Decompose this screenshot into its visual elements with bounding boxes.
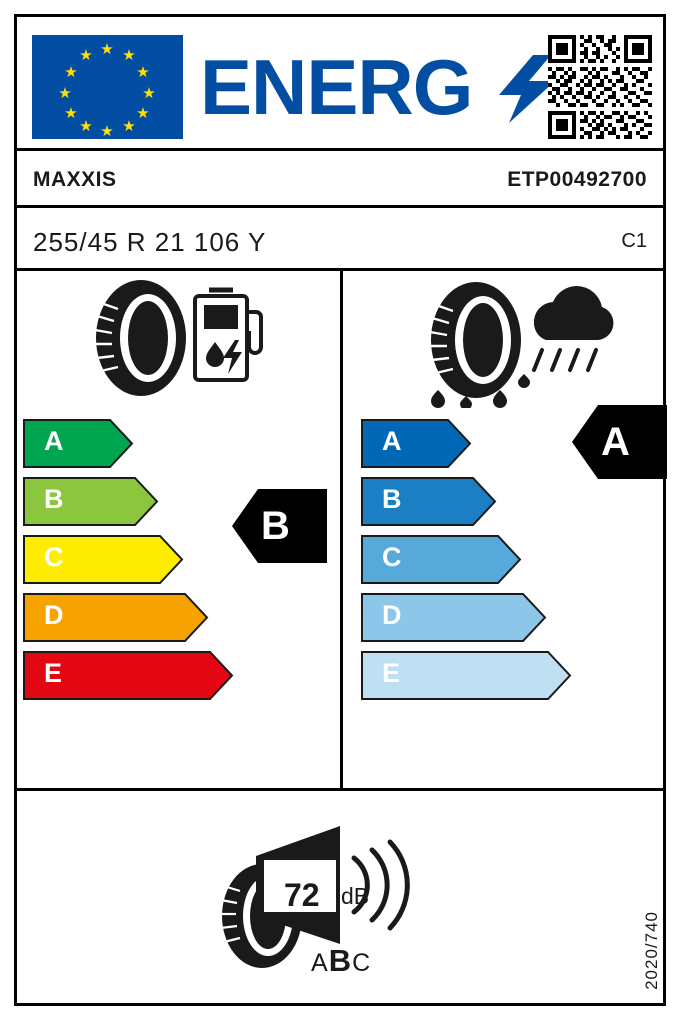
fuel-grade-letter: A — [44, 426, 64, 456]
tyre-class: C1 — [621, 230, 647, 252]
wet-grip-grade-b — [360, 476, 660, 523]
wet-grip-grade-c — [360, 534, 660, 581]
wet-grip-grade-d — [360, 592, 660, 639]
fuel-efficiency-selected-arrow — [232, 489, 327, 563]
divider-header — [17, 148, 663, 151]
tyre-size: 255/45 R 21 106 Y — [33, 227, 267, 257]
noise-class-scale — [311, 943, 371, 979]
wet-grip-grade-letter: C — [382, 542, 402, 572]
product-code: ETP00492700 — [507, 168, 647, 191]
label-header — [17, 17, 663, 148]
wet-grip-grade-letter: E — [382, 658, 401, 688]
fuel-grade-e — [22, 650, 322, 697]
fuel-pictogram — [85, 278, 265, 398]
noise-pictogram — [210, 820, 470, 990]
wet-grip-grade-e — [360, 650, 660, 697]
noise-class-c: C — [352, 949, 372, 977]
fuel-grade-a — [22, 418, 322, 465]
tire-icon — [430, 282, 521, 398]
noise-class-a: A — [311, 949, 329, 977]
divider-vertical — [340, 270, 343, 788]
fuel-arrow-letter: B — [261, 503, 290, 548]
noise-value: 72 — [284, 877, 320, 913]
noise-unit: dB — [341, 883, 370, 909]
wet-grip-grade-letter: B — [382, 484, 402, 514]
tire-icon — [95, 280, 186, 396]
wet-grip-grade-letter: A — [382, 426, 402, 456]
noise-class-b: B — [328, 943, 353, 978]
fuel-grade-letter: B — [44, 484, 64, 514]
wet-grip-grade-letter: D — [382, 600, 402, 630]
brand-name: MAXXIS — [33, 168, 117, 191]
fuel-grade-letter: E — [44, 658, 63, 688]
wet-arrow-letter: A — [601, 419, 630, 464]
fuel-pump-icon — [195, 290, 261, 380]
energ-wordmark: ENERG — [200, 43, 473, 131]
wet-grip-pictogram — [420, 278, 620, 408]
fuel-grade-d — [22, 592, 322, 639]
qr-code-icon — [548, 35, 652, 139]
fuel-grade-letter: C — [44, 542, 64, 572]
rain-cloud-icon — [534, 286, 614, 370]
wet-grip-selected-arrow — [572, 405, 667, 479]
registration-date: 2020/740 — [642, 911, 661, 990]
fuel-grade-letter: D — [44, 600, 64, 630]
divider-brand — [17, 205, 663, 208]
eu-flag-icon: ★ ★ ★ ★ ★ ★ ★ ★ ★ ★ ★ ★ — [32, 35, 183, 139]
divider-noise — [17, 788, 663, 791]
